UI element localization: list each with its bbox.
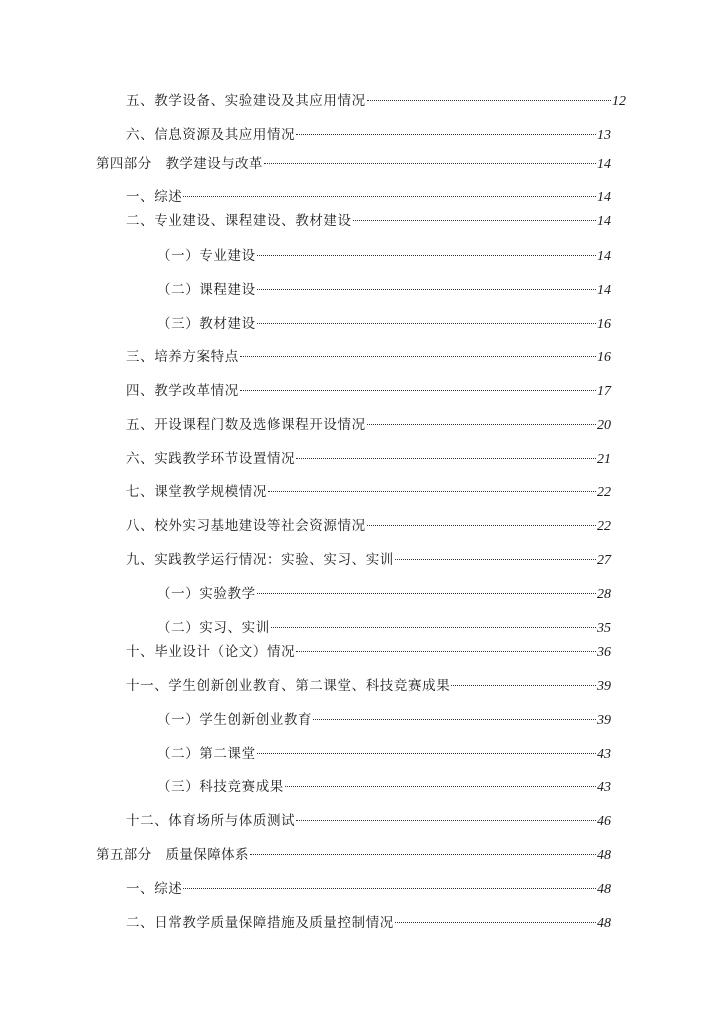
toc-entry-label: 第五部分 质量保障体系 xyxy=(96,847,249,863)
toc-leader-dots xyxy=(367,424,596,425)
toc-page-number: 39 xyxy=(597,679,611,694)
toc-entry-label: 五、教学设备、实验建设及其应用情况 xyxy=(126,93,366,109)
toc-leader-dots xyxy=(395,559,596,560)
toc-entry-label: （二）课程建设 xyxy=(157,282,256,298)
toc-entry-label: 七、课堂教学规模情况 xyxy=(126,484,267,500)
toc-subentry[interactable] xyxy=(157,619,611,638)
toc-leader-dots xyxy=(268,491,596,492)
toc-leader-dots xyxy=(451,685,596,686)
toc-page-number: 35 xyxy=(597,621,611,636)
toc-entry[interactable] xyxy=(126,212,611,231)
toc-entry[interactable] xyxy=(126,382,611,401)
toc-leader-dots xyxy=(271,627,596,628)
toc-entry-label: 第四部分 教学建设与改革 xyxy=(96,156,263,172)
toc-entry-label: （三）科技竞赛成果 xyxy=(157,779,284,795)
toc-page-number: 21 xyxy=(597,452,611,467)
toc-page-number: 48 xyxy=(597,916,611,931)
toc-leader-dots xyxy=(296,134,596,135)
toc-page-number: 46 xyxy=(597,814,611,829)
toc-page-number: 36 xyxy=(597,645,611,660)
toc-page-number: 20 xyxy=(597,418,611,433)
toc-leader-dots xyxy=(296,651,596,652)
toc-page-number: 17 xyxy=(597,384,611,399)
toc-leader-dots xyxy=(296,820,596,821)
toc-page-number: 14 xyxy=(597,157,611,172)
toc-leader-dots xyxy=(353,220,596,221)
toc-entry[interactable] xyxy=(126,812,611,831)
toc-subentry[interactable] xyxy=(157,745,611,764)
toc-leader-dots xyxy=(183,888,596,889)
toc-page-number: 13 xyxy=(597,128,611,143)
toc-page-number: 48 xyxy=(597,882,611,897)
toc-entry-label: （一）专业建设 xyxy=(157,248,256,264)
toc-entry-label: 二、日常教学质量保障措施及质量控制情况 xyxy=(126,915,394,931)
toc-entry-label: 六、实践教学环节设置情况 xyxy=(126,451,296,467)
toc-page-number: 12 xyxy=(612,94,626,109)
toc-page-number: 16 xyxy=(597,317,611,332)
toc-page-number: 22 xyxy=(597,519,611,534)
toc-entry-label: 十一、学生创新创业教育、第二课堂、科技竞赛成果 xyxy=(126,678,451,694)
toc-page-number: 16 xyxy=(597,350,611,365)
toc-entry-label: 二、专业建设、课程建设、教材建设 xyxy=(126,213,352,229)
toc-section-heading[interactable] xyxy=(96,155,611,174)
toc-entry-label: （三）教材建设 xyxy=(157,316,256,332)
toc-entry[interactable] xyxy=(126,450,611,469)
toc-leader-dots xyxy=(264,163,596,164)
toc-entry[interactable] xyxy=(126,126,611,145)
toc-subentry[interactable] xyxy=(157,585,611,604)
toc-page-number: 48 xyxy=(597,848,611,863)
toc-leader-dots xyxy=(257,255,596,256)
toc-leader-dots xyxy=(313,719,596,720)
toc-entry-label: （二）第二课堂 xyxy=(157,746,256,762)
toc-subentry[interactable] xyxy=(157,281,611,300)
toc-entry[interactable] xyxy=(126,188,611,207)
toc-leader-dots xyxy=(367,525,596,526)
toc-leader-dots xyxy=(183,196,596,197)
toc-leader-dots xyxy=(296,458,596,459)
toc-entry[interactable] xyxy=(126,551,611,570)
toc-leader-dots xyxy=(395,922,596,923)
toc-entry-label: 十、毕业设计（论文）情况 xyxy=(126,644,296,660)
toc-leader-dots xyxy=(367,100,611,101)
toc-entry-label: 四、教学改革情况 xyxy=(126,383,239,399)
toc-entry[interactable] xyxy=(126,643,611,662)
toc-subentry[interactable] xyxy=(157,247,611,266)
toc-leader-dots xyxy=(257,753,596,754)
toc-page-number: 28 xyxy=(597,587,611,602)
toc-page-number: 39 xyxy=(597,713,611,728)
toc-leader-dots xyxy=(257,323,596,324)
toc-entry-label: （一）学生创新创业教育 xyxy=(157,712,313,728)
toc-leader-dots xyxy=(257,289,596,290)
toc-leader-dots xyxy=(240,390,596,391)
toc-leader-dots xyxy=(285,786,596,787)
toc-entry-label: 一、综述 xyxy=(126,189,183,205)
toc-section-heading[interactable] xyxy=(96,846,611,865)
toc-entry[interactable] xyxy=(126,880,611,899)
toc-page-number: 43 xyxy=(597,780,611,795)
toc-entry-label: 一、综述 xyxy=(126,881,183,897)
toc-page-number: 43 xyxy=(597,747,611,762)
toc-entry-label: 八、校外实习基地建设等社会资源情况 xyxy=(126,518,366,534)
toc-subentry[interactable] xyxy=(157,778,611,797)
toc-leader-dots xyxy=(240,356,596,357)
toc-entry-label: （一）实验教学 xyxy=(157,586,256,602)
toc-entry[interactable] xyxy=(126,92,626,111)
toc-page-number: 14 xyxy=(597,214,611,229)
toc-page-number: 14 xyxy=(597,249,611,264)
toc-entry-label: （二）实习、实训 xyxy=(157,620,270,636)
toc-entry-label: 十二、体育场所与体质测试 xyxy=(126,813,296,829)
toc-subentry[interactable] xyxy=(157,711,611,730)
toc-page-number: 27 xyxy=(597,553,611,568)
toc-leader-dots xyxy=(257,593,596,594)
toc-page-number: 14 xyxy=(597,283,611,298)
toc-page-number: 14 xyxy=(597,190,611,205)
toc-subentry[interactable] xyxy=(157,315,611,334)
toc-entry-label: 九、实践教学运行情况：实验、实习、实训 xyxy=(126,552,394,568)
toc-entry-label: 六、信息资源及其应用情况 xyxy=(126,127,296,143)
toc-entry-label: 三、培养方案特点 xyxy=(126,349,239,365)
toc-leader-dots xyxy=(250,854,596,855)
toc-page-number: 22 xyxy=(597,485,611,500)
toc-entry[interactable] xyxy=(126,483,611,502)
toc-entry-label: 五、开设课程门数及选修课程开设情况 xyxy=(126,417,366,433)
toc-entry[interactable] xyxy=(126,348,611,367)
toc-entry[interactable] xyxy=(126,914,611,933)
toc-entry[interactable] xyxy=(126,517,611,536)
toc-entry[interactable] xyxy=(126,416,611,435)
toc-entry[interactable] xyxy=(126,677,611,696)
